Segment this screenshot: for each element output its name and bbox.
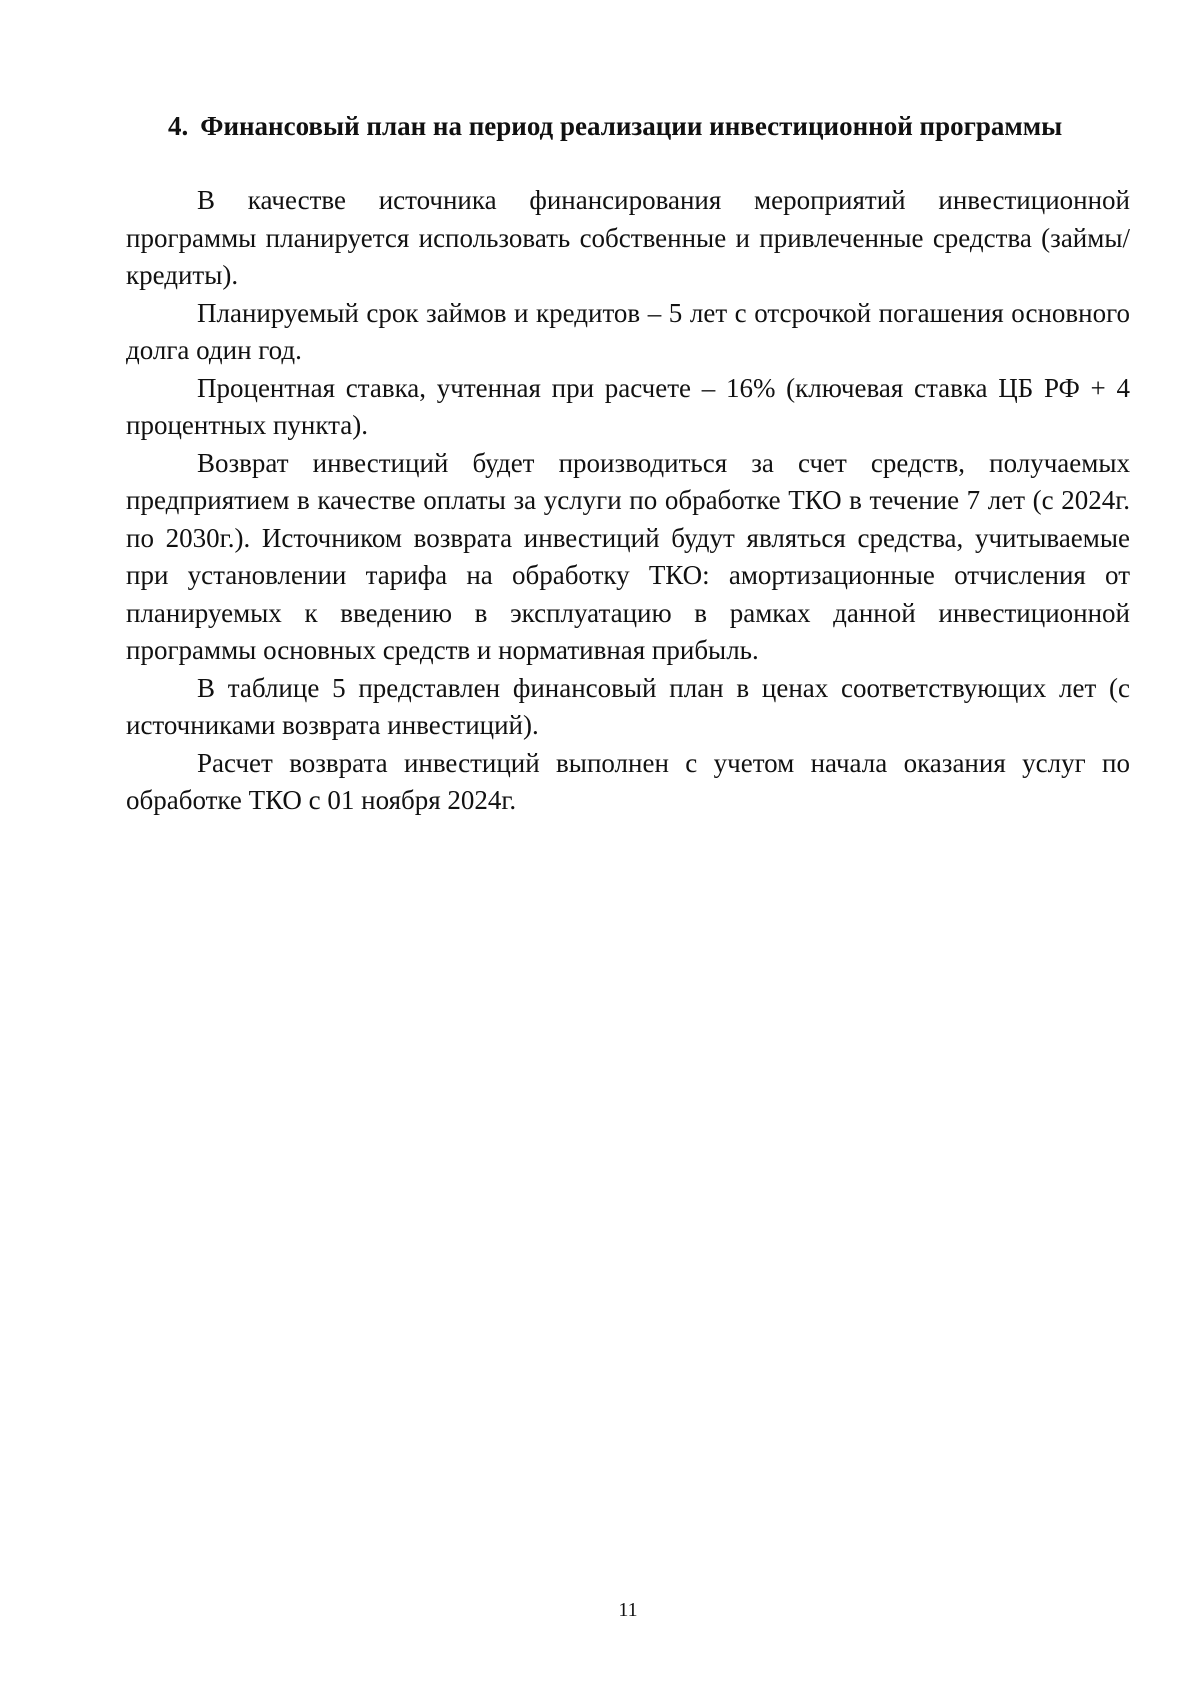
paragraph-loan-term: Планируемый срок займов и кредитов – 5 лет с отсрочкой погашения основного долга один год. [126, 297, 1130, 365]
section-number: 4. [168, 111, 189, 141]
section-title: Финансовый план на период реализации инвестиционной программы [200, 111, 1063, 141]
section-heading [168, 108, 1128, 144]
paragraph-table-reference: В таблице 5 представлен финансовый план в ценах соответствующих лет (с источниками возврата инвестиций). [126, 672, 1130, 740]
paragraph-investment-return: Возврат инвестиций будет производиться за счет средств, получаемых предприятием в качестве оплаты за услуги по обработке ТКО в течение 7 лет (с 2024г. по 2030г.). Источником возврата инвестиций будут являться средства, учитываемые при установлении тарифа на обработку ТКО: амортизационные отчисления от планируемых к введению в эксплуатацию в рамках данной инвестиционной программы основных средств и нормативная прибыль. [126, 447, 1130, 665]
paragraph-calculation-start: Расчет возврата инвестиций выполнен с учетом начала оказания услуг по обработке ТКО с 01 ноября 2024г. [126, 747, 1130, 815]
paragraph-interest-rate: Процентная ставка, учтенная при расчете – 16% (ключевая ставка ЦБ РФ + 4 процентных пункта). [126, 372, 1130, 440]
page-number: 11 [618, 1599, 638, 1621]
paragraph-funding-sources: В качестве источника финансирования мероприятий инвестиционной программы планируется использовать собственные и привлеченные средства (займы/кредиты). [126, 185, 1130, 290]
body-text [126, 182, 1130, 820]
